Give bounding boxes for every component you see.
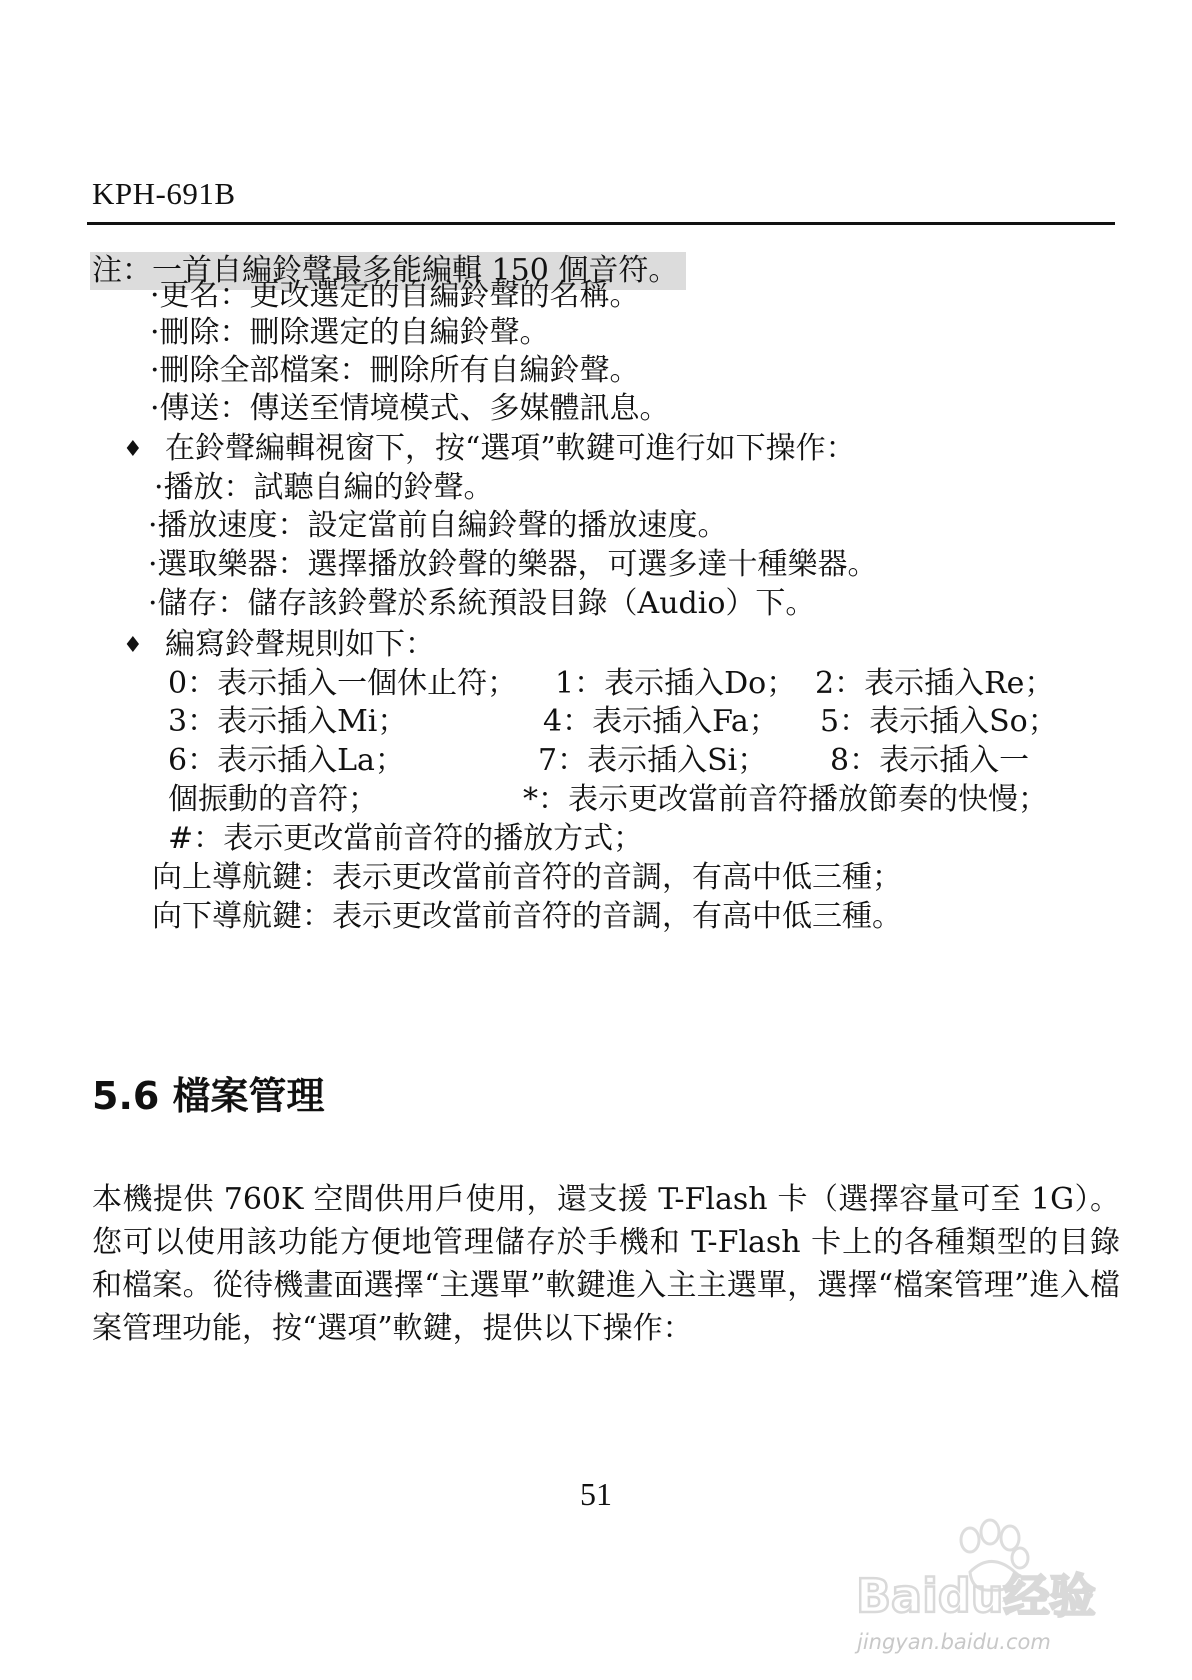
edit-item-instrument: ·選取樂器：選擇播放鈴聲的樂器，可選多達十種樂器。	[148, 547, 878, 582]
rule-hash: #：表示更改當前音符的播放方式；	[168, 821, 644, 856]
diamond-bullet-icon: ♦	[123, 437, 143, 462]
rule-0: 0：表示插入一個休止符；	[168, 666, 518, 701]
diamond-bullet-icon: ♦	[123, 633, 143, 658]
page-number: 51	[580, 1476, 612, 1512]
section-paragraph: 本機提供 760K 空間供用戶使用，還支援 T-Flash 卡（選擇容量可至 1G）。您可以使用該功能方便地管理儲存於手機和 T-Flash 卡上的各種類型的目錄和檔案。從待機畫面選擇“主選單”軟鍵進入主主選單，選擇“檔案管理”進入檔案管理功能，按“選項”軟鍵，提供以下操作：	[92, 1182, 1120, 1346]
rule-8-continued: 個振動的音符；	[168, 782, 378, 817]
rule-6: 6：表示插入La；	[168, 743, 405, 778]
document-header-title: KPH-691B	[92, 176, 236, 211]
rule-4: 4：表示插入Fa；	[543, 704, 779, 739]
rule-up-key: 向上導航鍵：表示更改當前音符的音調，有高中低三種；	[152, 860, 902, 895]
manage-item-send: ·傳送：傳送至情境模式、多媒體訊息。	[150, 391, 670, 426]
rule-1: 1：表示插入Do；	[555, 666, 797, 701]
rule-7: 7：表示插入Si；	[538, 743, 768, 778]
manage-item-delete-all: ·刪除全部檔案：刪除所有自編鈴聲。	[150, 353, 640, 388]
note-highlight: 注：一首自編鈴聲最多能編輯 150 個音符。	[90, 252, 686, 290]
rule-8: 8：表示插入一	[830, 743, 1030, 778]
rule-5: 5：表示插入So；	[820, 704, 1058, 739]
rule-star: *：表示更改當前音符播放節奏的快慢；	[523, 782, 1048, 817]
edit-item-speed: ·播放速度：設定當前自編鈴聲的播放速度。	[148, 508, 728, 543]
edit-item-save: ·儲存：儲存該鈴聲於系統預設目錄（Audio）下。	[148, 586, 816, 621]
rule-down-key: 向下導航鍵：表示更改當前音符的音調，有高中低三種。	[152, 899, 902, 934]
manage-item-delete: ·刪除：刪除選定的自編鈴聲。	[150, 315, 550, 350]
header-rule	[87, 222, 1115, 225]
section-heading: 5.6 檔案管理	[92, 1074, 325, 1118]
rule-2: 2：表示插入Re；	[815, 666, 1055, 701]
edit-item-play: ·播放：試聽自編的鈴聲。	[154, 470, 494, 505]
manage-item-rename: ·更名：更改選定的自編鈴聲的名稱。	[150, 278, 640, 313]
rules-title: 編寫鈴聲規則如下：	[165, 627, 435, 662]
edit-window-intro: 在鈴聲編輯視窗下，按“選項”軟鍵可進行如下操作：	[165, 431, 856, 466]
watermark-url: jingyan.baidu.com	[857, 1630, 1051, 1654]
watermark-brand: Baidu经验	[856, 1569, 1096, 1623]
rule-3: 3：表示插入Mi；	[168, 704, 408, 739]
